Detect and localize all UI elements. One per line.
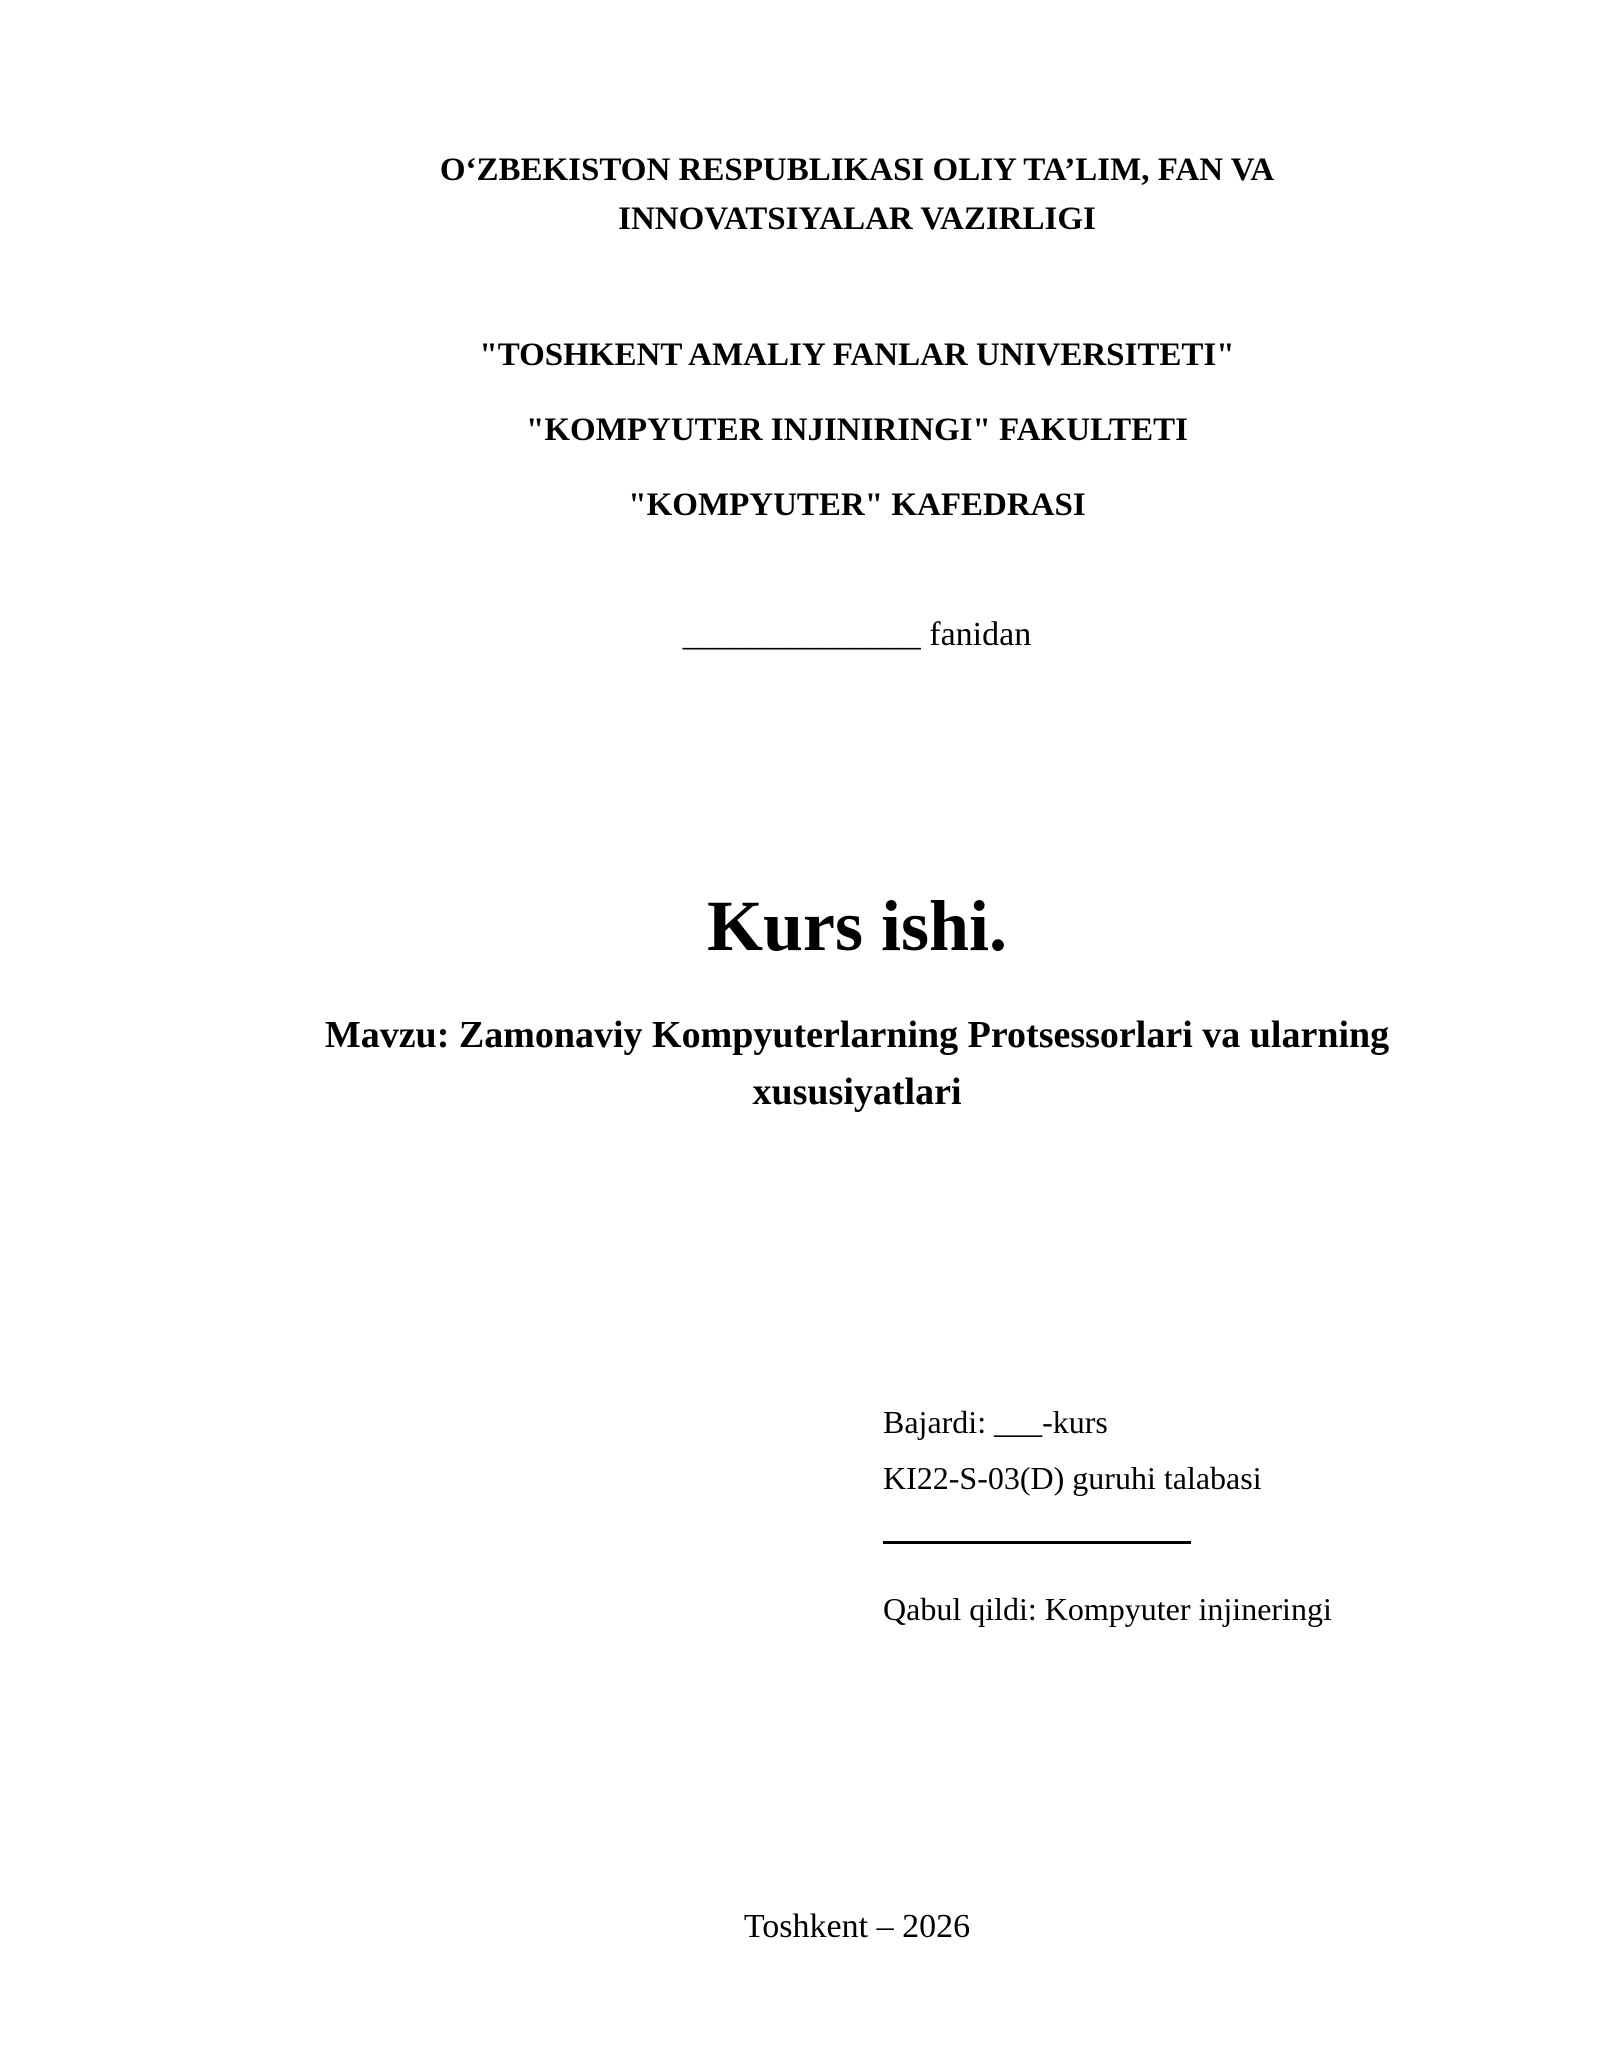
signature-line bbox=[883, 1541, 1191, 1544]
university-name: "TOSHKENT AMALIY FANLAR UNIVERSITETI" bbox=[479, 337, 1235, 373]
ministry-line-1: O‘ZBEKISTON RESPUBLIKASI OLIY TA’LIM, FAN VA bbox=[439, 152, 1275, 188]
faculty-name: "KOMPYUTER INJINIRINGI" FAKULTETI bbox=[526, 412, 1188, 448]
city-year: Toshkent – 2026 bbox=[743, 1908, 971, 1945]
topic-line-2: xususiyatlari bbox=[752, 1071, 962, 1113]
group-line: KI22-S-03(D) guruhi talabasi bbox=[883, 1460, 1262, 1496]
bajardi-line: Bajardi: ___-kurs bbox=[883, 1404, 1108, 1440]
subject-line: ______________ fanidan bbox=[682, 616, 1032, 653]
document-title: Kurs ishi. bbox=[706, 886, 1008, 966]
topic-line-1: Mavzu: Zamonaviy Kompyuterlarning Protsessorlari va ularning bbox=[324, 1014, 1390, 1056]
ministry-line-2: INNOVATSIYALAR VAZIRLIGI bbox=[618, 201, 1096, 237]
qabul-qildi-line: Qabul qildi: Kompyuter injineringi bbox=[883, 1591, 1332, 1627]
department-name: "KOMPYUTER" KAFEDRASI bbox=[628, 487, 1086, 523]
